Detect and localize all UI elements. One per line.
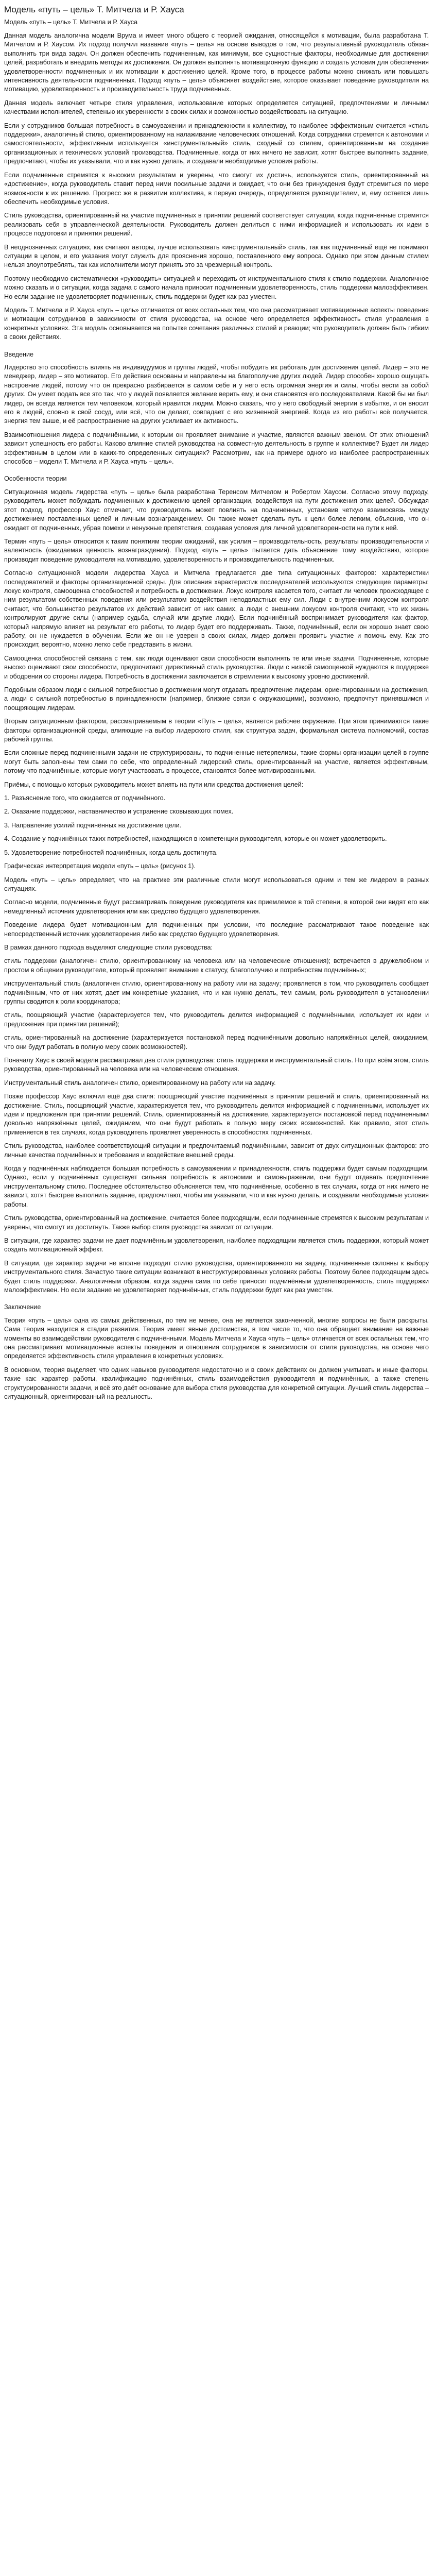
paragraph: Стиль руководства, наиболее соответствующий ситуации и предпочитаемый подчинёнными, зависит от двух ситуационных факторов: это личные качества подчинённых и требования и воздействие внешней среды.: [4, 1142, 429, 1159]
paragraph: Поэтому необходимо систематически «руководить» ситуацией и переходить от инструментального стиля к стилю поддержки. Аналогичное можно сказать и о ситуации, когда задача с самого начала приносит подчиненным удовлетворенность, стиль поддержки малоэффективен. Но если задание не удовлетворяет подчиненных, стиль поддержки будет как раз уместен.: [4, 275, 429, 300]
paragraph: Поведение лидера будет мотивационным для подчиненных при условии, что последние рассматривают такое поведение как непосредственный источник удовлетворения либо как средство будущего удовлетворения.: [4, 921, 429, 938]
paragraph: Согласно ситуационной модели лидерства Хауса и Митчела предлагается две типа ситуационных факторов: характеристики последователей и факторы организационной среды. Для описания характеристик последователей используются следующие параметры: локус контроля, самооценка способностей и потребность в достижении. Локус контроля касается того, считает ли человек происходящее с ним результатом собственных поведения или результатом воздействия неподвластных ему сил. Люди с внутренним локусом контроля считают, что большинство результатов их действий зависит от них самих, а люди с внешним локусом контроля считают, что их жизнь контролируют другие силы (например судьба, случай или другие люди). Если подчинённый воспринимает руководителя как фактор, который напрямую влияет на результат его работы, то лидер будет его поддерживать. Также, подчинённый, если он хорошо знает свою работу, он не нуждается в обучении. Если же он не уверен в своих силах, лидер должен проявить участие и помочь ему. Как это происходит, вероятно, можно легко себе представить в жизни.: [4, 569, 429, 649]
paragraph: Графическая интерпретация модели «путь – цель» (рисунок 1).: [4, 862, 196, 870]
list-item: 1. Разъяснение того, что ожидается от подчинённого.: [4, 794, 166, 802]
paragraph: Инструментальный стиль аналогичен стилю, ориентированному на работу или на задачу.: [4, 1079, 276, 1087]
paragraph: Стиль руководства, ориентированный на достижение, считается более подходящим, если подчиненные стремятся к высоким результатам и уверены, что смогут их достигнуть. Также выбор стиля руководства зависит от ситуации.: [4, 1214, 429, 1231]
paragraph: Термин «путь – цель» относится к таким понятиям теории ожиданий, как усилия – производительность, результаты производительности и валентность (ожидаемая ценность вознаграждения). Подход «путь – цель» пытается дать объяснение тому воздействию, которое производит поведение руководителя на мотивацию, удовлетворенность и производительность подчиненных.: [4, 537, 429, 563]
paragraph: В ситуации, где характер задачи не вполне подходит стилю руководства, ориентированного на задачу, подчиненные склонны к выбору инструментального стиля. Зачастую такие ситуации возникают в неструктурированных условиях работы. Поэтому более подходящим здесь будет стиль поддержки. Аналогичным образом, когда задача сама по себе приносит подчинённым удовлетворенность, стиль поддержки малоэффективен. Но если задание не удовлетворяет подчинённых, стиль поддержки будет как раз уместен.: [4, 1259, 429, 1294]
document-body: [4, 31, 429, 1401]
paragraph: Если у сотрудников большая потребность в самоуважении и принадлежности к коллективу, то наиболее эффективным считается «стиль поддержки», аналогичный стилю, ориентированному на налаживание человеческих отношений. Когда сотрудники стремятся к автономии и самостоятельности, эффективным используется «инструментальный» стиль, сходный со стилем, ориентированным на создание организационных и технических условий производства. Подчиненные, когда от них ничего не зависит, хотят быстрее выполнить задание, предпочитают, чтобы их указывали, что и как нужно делать, и создавали необходимые условия работы.: [4, 122, 429, 165]
list-item: 5. Удовлетворение потребностей подчинённых, когда цель достигнута.: [4, 849, 218, 856]
paragraph: Если сложные перед подчиненными задачи не структурированы, то подчиненные нетерпеливы, такие формы организации целей в группе могут быть заполнены тем сами по себе, что определенный лидерский стиль, ориентированный на участие, является эффективным, потому что подчинённые, которые могут участвовать в процессе, становятся более мотивированными.: [4, 749, 429, 775]
paragraph: Теория «путь – цель» одна из самых действенных, по тем не менее, она не является законченной, многие вопросы не были раскрыты. Сама теория находится в стадии развития. Теория имеет явные достоинства, в том числе то, что она обращает внимание на важные моменты во взаимодействии руководителя с подчинёнными. Модель Митчела и Хауса «путь – цель» отличается от всех остальных тем, что она рассматривает мотивационные аспекты поведения и отношения сотрудников в зависимости от стиля руководства, на основе чего определяется эффективность стиля управления в конкретных условиях.: [4, 1316, 429, 1360]
paragraph: Данная модель аналогична модели Врума и имеет много общего с теорией ожидания, относящейся к мотивации, была разработана Т. Митчелом и Р. Хаусом. Их подход получил название «путь – цель» на основе выводов о том, что результативный руководитель обязан выполнить три вида задач. Он должен обеспечить подчиненным, как минимум, все сущностные факторы, необходимые для достижения целей, разработать и внедрить методы их достижения. Он должен выполнять мотивационную функцию и создать условия для обеспечения удовлетворенности подчиненных и их мотивации к достижению целей. Кроме того, в процессе работы можно снижать или повышать интенсивность деятельности подчиненных. Подход «путь – цель» объясняет воздействие, которое оказывает поведение руководителя на мотивацию, удовлетворенность и производительность труда подчиненных.: [4, 32, 429, 93]
page-title: Модель «путь – цель» Т. Митчела и Р. Хауса: [4, 5, 184, 14]
paragraph: Модель «путь – цель» определяет, что на практике эти различные стили могут использоваться одним и тем же лидером в разных ситуациях.: [4, 876, 429, 892]
paragraph: Вторым ситуационным фактором, рассматриваемым в теории «Путь – цель», является рабочее окружение. При этом принимаются такие факторы организационной среды, влияющие на выбор лидерского стиля, как структура задач, формальная система полномочий, состав рабочей группы.: [4, 718, 429, 743]
paragraph: Согласно модели, подчиненные будут рассматривать поведение руководителя как приемлемое в той степени, в которой они видят его как немедленный источник удовлетворения или как средство будущего удовлетворения.: [4, 899, 429, 915]
paragraph: Взаимоотношения лидера с подчинёнными, к которым он проявляет внимание и участие, являются важным звеном. От этих отношений зависит успешность его работы. Каково влияние стилей руководства на совместную деятельность в группе и коллективе? Будет ли лидер эффективным в целом или в каких-то определенных ситуациях? Рассмотрим, как на примере одного из наиболее распространенных способов – модели Т. Митчела и Р. Хауса «путь – цель».: [4, 431, 429, 466]
list-item: 2. Оказание поддержки, наставничество и устранение сковывающих помех.: [4, 808, 234, 816]
section-heading: Введение: [4, 350, 34, 358]
list-item: 4. Создание у подчинённых таких потребностей, находящихся в компетенции руководителя, которые он может удовлетворить.: [4, 835, 387, 843]
paragraph: Подобным образом люди с сильной потребностью в достижении могут отдавать предпочтение лидерам, ориентированным на достижения, а люди с сильной потребностью в принадлежности (например, близкие связи с окружающими), возможно, предпочтут принявшимся и поощряющим лидерам.: [4, 686, 429, 711]
paragraph: Модель Т. Митчела и Р. Хауса «путь – цель» отличается от всех остальных тем, что она рассматривает мотивационные аспекты поведения и мотивации сотрудников в зависимости от стиля руководства, на основе чего определяется эффективность стиля управления в конкретных условиях. Эта модель основывается на попытке сочетания различных стилей и реакции; что руководитель должен быть гибким в своих действиях.: [4, 306, 429, 341]
paragraph: Лидерство это способность влиять на индивидуумов и группы людей, чтобы побудить их работать для достижения целей. Лидер – это не менеджер, лидер – это мотиватор. Его действия основаны и направлены на благополучие других людей. Лидер способен хорошо ощущать настроение людей, потому что он прекрасно разбирается в самом себе и у него есть огромная энергия и силы, чтобы вести за собой других. Он умеет подать все это так, что у людей появляется желание верить ему, и они становятся его последователями. Какой бы ни был лидер, он всегда является тем человеком, который нравится людям. Можно сказать, что у него свободный энергии в избытке, и он вносит его в людей, словно в свой сосуд, или всё, что он делает, совпадает с его жизненной энергией. Когда из его работы всё получается, энергия тем выше, и её распространение на других усиливает их активность.: [4, 364, 429, 425]
paragraph: Поначалу Хаус в своей модели рассматривал два стиля руководства: стиль поддержки и инструментальный стиль. Но при всём этом, стиль руководства, ориентированный на человека или на человеческие отношения.: [4, 1057, 429, 1073]
paragraph: стиль, ориентированный на достижение (характеризуется постановкой перед подчинёнными довольно напряжённых целей, ожиданием, что они будут работать в полную меру своих возможностей).: [4, 1034, 429, 1050]
paragraph: Ситуационная модель лидерства «путь – цель» была разработана Теренсом Митчелом и Робертом Хаусом. Согласно этому подходу, руководитель может побуждать подчиненных к достижению целей организации, воздействуя на пути достижения этих целей. Обсуждая этот подход, профессор Хаус отмечает, что руководитель может повлиять на подчиненных, установив четкую взаимосвязь между достижением поставленных целей и личным вознаграждением. Он также может сделать путь к цели более легким, объяснив, что он ожидает от подчиненных, убрав помехи и ненужные препятствия, создавая условия для личной удовлетворенности на пути к ней.: [4, 488, 429, 532]
paragraph: Приёмы, с помощью которых руководитель может влиять на пути или средства достижения целей:: [4, 781, 304, 788]
paragraph: В рамках данного подхода выделяют следующие стили руководства:: [4, 943, 213, 951]
list-item: 3. Направление усилий подчинённых на достижение цели.: [4, 821, 182, 829]
paragraph: стиль поддержки (аналогичен стилю, ориентированному на человека или на человеческие отношения); встречается в дружелюбном и простом в общении руководителе, который проявляет внимание к статусу, благополучию и потребностям подчинённых;: [4, 957, 429, 974]
paragraph: В основном, теория выделяет, что одних навыков руководителя недостаточно и в своих действиях он должен учитывать и иные факторы, такие как: характер работы, квалификацию подчинённых, стиль взаимодействия руководителя и подчинённых, а также степень структурированности задачи, и всё это даёт основание для выбора стиля руководства для конкретной ситуации. Лучший стиль лидерства – ситуационный, ориентированный на реальность.: [4, 1366, 429, 1400]
page-subtitle: Модель «путь – цель» Т. Митчела и Р. Хауса: [4, 19, 138, 26]
paragraph: инструментальный стиль (аналогичен стилю, ориентированному на работу или на задачу; проявляется в том, что руководитель сообщает подчинённым, что от них хотят, дает им конкретные указания, что и как нужно делать, тем самым, роль руководителя в установлении группы сводится к роли координатора;: [4, 980, 429, 1005]
paragraph: В неоднозначных ситуациях, как считают авторы, лучше использовать «инструментальный» стиль, так как подчиненный ещё не понимают ситуации в целом, и его указания могут служить для прояснения хорошо, поставленного ему вопроса. Однако при этом данным стилем нельзя злоупотреблять, так как исполнители могут принять это за чрезмерный контроль.: [4, 243, 429, 269]
paragraph: Стиль руководства, ориентированный на участие подчиненных в принятии решений соответствует ситуации, когда подчиненные стремятся реализовать себя в управленческой деятельности. Руководитель должен делиться с ними информацией и использовать их идеи в процессе подготовки и принятия решений.: [4, 212, 429, 238]
paragraph: стиль, поощряющий участие (характеризуется тем, что руководитель делится информацией с подчинёнными, использует их идеи и предложения при принятии решений);: [4, 1011, 429, 1028]
paragraph: Если подчиненные стремятся к высоким результатам и уверены, что смогут их достичь, используется стиль, ориентированный на «достижение», когда руководитель ставит перед ними посильные задачи и ожидает, что они без принуждения будут стремиться по мере возможности к их решению. Прогресс же в развитии коллектива, в первую очередь, определяется руководителем, и, ему остается лишь обеспечить необходимые условия.: [4, 171, 429, 206]
section-heading: Заключение: [4, 1303, 41, 1311]
paragraph: Позже профессор Хаус включил ещё два стиля: поощряющий участие подчинённых в принятии решений и стиль, ориентированный на достижение. Стиль, поощряющий участие, характеризуется тем, что руководитель делится информацией с подчиненными, использует их идеи и предложения при принятии решений. Стиль, ориентированный на достижение, характеризуется постановкой перед подчиненными довольно напряжённых целей, ожиданием, что они будут работать в полную меру своих возможностей. Как правило, этот стиль применяется в тех случаях, когда руководитель проявляет уверенность в способностях подчиненных.: [4, 1093, 429, 1136]
paragraph: Самооценка способностей связана с тем, как люди оценивают свои способности выполнять те или иные задачи. Подчиненные, которые высоко оценивают свои способности, предпочитают директивный стиль руководства. Люди с низкой самооценкой нуждаются в поддержке и ободрении со стороны лидера. Потребность в достижении заключается в стремлении к высокому уровню достижений.: [4, 654, 429, 680]
paragraph: В ситуации, где характер задачи не дает подчинённым удовлетворения, наиболее подходящим является стиль поддержки, который может создать мотивационный эффект.: [4, 1236, 429, 1253]
paragraph: Данная модель включает четыре стиля управления, использование которых определяется ситуацией, предпочтениями и личными качествами исполнителей, степенью их уверенности в своих силах и возможностью воздействовать на ситуацию.: [4, 99, 429, 116]
section-heading: Особенности теории: [4, 475, 67, 483]
paragraph: Когда у подчинённых наблюдается большая потребность в самоуважении и принадлежности, стиль поддержки будет самым подходящим. Однако, если у подчинённых существует сильная потребность в автономии и самовыражении, они будут отдавать предпочтение инструментальному стилю. Последнее обстоятельство объясняется тем, что подчинённые, особенно в тех случаях, когда от них ничего не зависит, хотят быстрее выполнить задание, предпочитают, чтобы им указывали, что и как нужно делать, и создавали необходимые условия работы.: [4, 1165, 429, 1208]
